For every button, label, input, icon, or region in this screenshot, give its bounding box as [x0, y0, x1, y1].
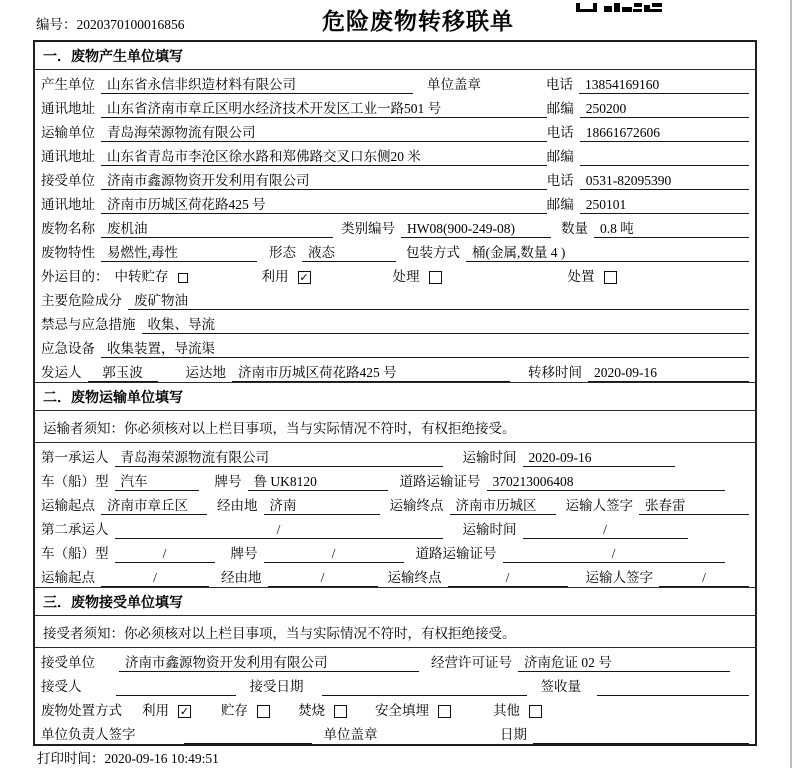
row-dispatch — [35, 358, 755, 382]
packing-label: 包装方式 — [406, 245, 460, 260]
row-carrier2 — [35, 515, 755, 539]
disposal-label: 废物处置方式 — [41, 703, 122, 718]
transport-time-label: 运输时间 — [462, 450, 517, 465]
quantity-value: 0.8 吨 — [594, 219, 749, 238]
received-qty-value — [597, 677, 749, 696]
taboo-value: 收集、导流 — [142, 315, 750, 334]
unit-seal-label: 单位盖章 — [323, 727, 378, 742]
date-value — [533, 725, 749, 744]
packing-value: 桶(金属,数量 4 ) — [466, 243, 749, 262]
accept-date-value — [322, 677, 527, 696]
checkbox-icon — [257, 705, 270, 718]
checkbox-icon: ✓ — [299, 271, 309, 284]
vehicle-type-label: 车（船）型 — [41, 474, 109, 489]
origin-label: 运输起点 — [41, 498, 95, 513]
checkbox-icon — [178, 273, 188, 283]
date-label: 日期 — [500, 727, 527, 742]
section2-notice: 运输者须知：你必须核对以上栏目事项，当与实际情况不符时，有权拒绝接受。 — [35, 411, 755, 443]
terminus-label: 运输终点 — [389, 498, 444, 513]
receiver-value: 济南市鑫源物资开发利用有限公司 — [101, 171, 547, 190]
checkbox-icon — [529, 705, 542, 718]
transporter-label: 运输单位 — [41, 125, 95, 140]
spacer — [384, 725, 501, 744]
traits-value: 易燃性,毒性 — [101, 243, 257, 262]
scan-page-edge — [790, 0, 792, 768]
disposal-option-label: 其他 — [493, 703, 520, 718]
carrier2-permit: / — [503, 544, 725, 563]
page-title: 危险废物转移联单 — [322, 9, 514, 34]
transfer-time-label: 转移时间 — [528, 365, 582, 380]
producer-value: 山东省永信非织造材料有限公司 — [101, 75, 413, 94]
purpose-option-label: 利用 — [261, 269, 289, 284]
producer-label: 产生单位 — [41, 77, 95, 92]
carrier1-terminus: 济南市历城区 — [450, 496, 556, 515]
serial-label: 编号： — [36, 17, 77, 32]
license-label: 经营许可证号 — [431, 655, 512, 670]
carrier2-time: / — [523, 520, 688, 539]
disposal-option-label: 贮存 — [221, 703, 248, 718]
row-producer-address — [35, 94, 755, 118]
form-label: 形态 — [269, 245, 296, 260]
carrier1-permit: 370213006408 — [487, 472, 725, 491]
carrier2-vehicle: / — [115, 544, 215, 563]
category-label: 类别编号 — [341, 221, 395, 236]
address-label: 通讯地址 — [41, 149, 95, 164]
accept-unit-label: 接受单位 — [41, 655, 95, 670]
accept-unit-name: 济南市鑫源物资开发利用有限公司 — [119, 653, 419, 672]
address-label: 通讯地址 — [41, 101, 95, 116]
transporter-phone: 18661672606 — [580, 123, 749, 142]
waste-name-label: 废物名称 — [41, 221, 95, 236]
row-receiver-address — [35, 190, 755, 214]
responsible-sign-value — [184, 725, 312, 744]
purpose-option-label: 处置 — [567, 269, 595, 284]
carrier1-plate: 鲁 UK8120 — [248, 472, 388, 491]
zip-label: 邮编 — [546, 197, 574, 212]
hazard-label: 主要危险成分 — [41, 293, 122, 308]
row-hazard — [35, 286, 755, 310]
transporter-address: 山东省青岛市李沧区徐水路和郑佛路交叉口东侧20 米 — [101, 147, 547, 166]
plate-label: 牌号 — [230, 546, 258, 561]
carrier1-origin: 济南市章丘区 — [101, 496, 207, 515]
transfer-time-value: 2020-09-16 — [588, 363, 749, 382]
receiver-phone: 0531-82095390 — [580, 171, 749, 190]
row-disposal — [35, 696, 755, 720]
transporter-zip — [580, 147, 749, 166]
transport-time-label: 运输时间 — [462, 522, 517, 537]
via-label: 经由地 — [217, 498, 258, 513]
phone-label: 电话 — [546, 77, 573, 92]
row-receiver — [35, 166, 755, 190]
manifest-form — [33, 40, 757, 746]
row-signoff — [35, 720, 755, 744]
category-code: HW08(900-249-08) — [401, 219, 551, 238]
checkbox-icon — [438, 705, 451, 718]
carrier1-name: 青岛海荣源物流有限公司 — [115, 448, 443, 467]
row-transporter — [35, 118, 755, 142]
receiver-address: 济南市历城区荷花路425 号 — [101, 195, 547, 214]
producer-zip: 250200 — [580, 99, 749, 118]
carrier2-via: / — [268, 568, 378, 587]
zip-label: 邮编 — [546, 149, 574, 164]
row-taboo — [35, 310, 755, 334]
equipment-label: 应急设备 — [41, 341, 95, 356]
purpose-option-label: 处理 — [392, 269, 420, 284]
transporter-value: 青岛海荣源物流有限公司 — [101, 123, 547, 142]
checkbox-icon — [334, 705, 347, 718]
carrier2-plate: / — [264, 544, 404, 563]
section3-heading: 三．废物接受单位填写 — [35, 587, 755, 616]
carrier2-terminus: / — [448, 568, 568, 587]
disposal-option-label: 安全填埋 — [375, 703, 429, 718]
carrier1-label: 第一承运人 — [41, 450, 109, 465]
waste-name: 废机油 — [101, 219, 333, 238]
traits-label: 废物特性 — [41, 245, 95, 260]
plate-label: 牌号 — [214, 474, 242, 489]
accept-date-label: 接受日期 — [249, 679, 304, 694]
row-carrier2-vehicle — [35, 539, 755, 563]
hazard-value: 废矿物油 — [128, 291, 749, 310]
phone-label: 电话 — [546, 125, 574, 140]
row-producer — [35, 70, 755, 94]
row-carrier2-route — [35, 563, 755, 587]
section3-notice: 接受者须知：你必须核对以上栏目事项，当与实际情况不符时，有权拒绝接受。 — [35, 616, 755, 648]
shipper-label: 发运人 — [41, 365, 82, 380]
receiver-zip: 250101 — [580, 195, 749, 214]
row-equipment — [35, 334, 755, 358]
responsible-sign-label: 单位负责人签字 — [41, 727, 136, 742]
license-value: 济南危证 02 号 — [518, 653, 730, 672]
row-transporter-address — [35, 142, 755, 166]
checkbox-icon — [429, 271, 442, 284]
destination-label: 运达地 — [185, 365, 226, 380]
carrier-sign-label: 运输人签字 — [585, 570, 653, 585]
disposal-option-label: 利用 — [142, 703, 169, 718]
destination-value: 济南市历城区荷花路425 号 — [232, 363, 510, 382]
row-accept-unit — [35, 648, 755, 672]
row-carrier1 — [35, 443, 755, 467]
serial-number: 2020370100016856 — [76, 17, 185, 32]
carrier1-via: 济南 — [264, 496, 380, 515]
carrier2-name: / — [115, 520, 443, 539]
section2-heading: 二．废物运输单位填写 — [35, 382, 755, 411]
carrier1-sign: 张春雷 — [639, 496, 749, 515]
checkbox-icon: ✓ — [179, 705, 190, 718]
seal-label: 单位盖章 — [427, 77, 481, 92]
row-accept-person — [35, 672, 755, 696]
row-waste-traits — [35, 238, 755, 262]
serial-line — [36, 13, 185, 33]
spacer — [487, 75, 546, 94]
receiver-label: 接受单位 — [41, 173, 95, 188]
purpose-option-label: 中转贮存 — [114, 269, 169, 284]
producer-address: 山东省济南市章丘区明水经济技术开发区工业一路501 号 — [101, 99, 547, 118]
row-carrier1-vehicle — [35, 467, 755, 491]
qr-code-fragment-icon — [576, 0, 662, 18]
road-permit-label: 道路运输证号 — [399, 474, 481, 489]
row-waste-name — [35, 214, 755, 238]
received-qty-label: 签收量 — [540, 679, 581, 694]
equipment-value: 收集装置，导流渠 — [101, 339, 749, 358]
print-time-label: 打印时间： — [37, 751, 105, 766]
print-time-line — [37, 747, 219, 767]
print-time-value: 2020-09-16 10:49:51 — [104, 751, 219, 766]
checkbox-icon — [604, 271, 617, 284]
carrier2-sign: / — [659, 568, 749, 587]
carrier1-vehicle: 汽车 — [115, 472, 199, 491]
section1-heading: 一．废物产生单位填写 — [35, 42, 755, 70]
shipper-name: 郭玉波 — [88, 363, 158, 382]
zip-label: 邮编 — [546, 101, 574, 116]
carrier-sign-label: 运输人签字 — [565, 498, 633, 513]
accept-person-value — [116, 677, 236, 696]
carrier2-label: 第二承运人 — [41, 522, 109, 537]
terminus-label: 运输终点 — [387, 570, 442, 585]
carrier1-time: 2020-09-16 — [523, 448, 675, 467]
row-purpose — [35, 262, 755, 286]
disposal-option-label: 焚烧 — [298, 703, 325, 718]
phone-label: 电话 — [546, 173, 574, 188]
via-label: 经由地 — [221, 570, 262, 585]
vehicle-type-label: 车（船）型 — [41, 546, 109, 561]
address-label: 通讯地址 — [41, 197, 95, 212]
accept-person-label: 接受人 — [41, 679, 82, 694]
row-carrier1-route — [35, 491, 755, 515]
quantity-label: 数量 — [561, 221, 588, 236]
producer-phone: 13854169160 — [579, 75, 749, 94]
form-value: 液态 — [302, 243, 396, 262]
purpose-label: 外运目的： — [41, 269, 109, 284]
taboo-label: 禁忌与应急措施 — [41, 317, 136, 332]
road-permit-label: 道路运输证号 — [415, 546, 497, 561]
carrier2-origin: / — [101, 568, 209, 587]
origin-label: 运输起点 — [41, 570, 95, 585]
